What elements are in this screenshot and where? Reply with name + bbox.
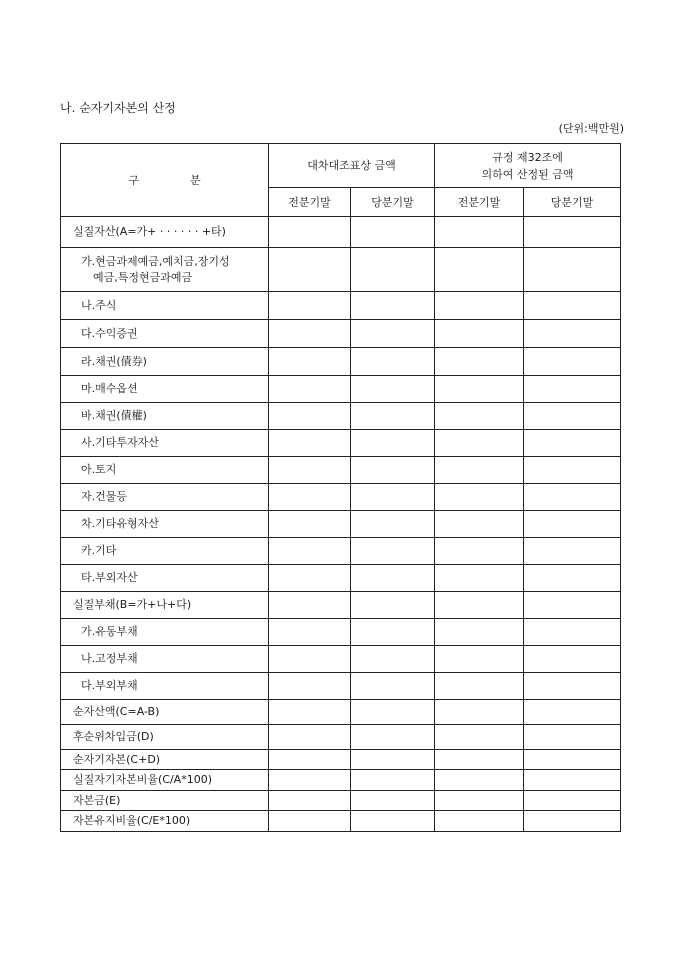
row-label-other-tangible-assets: 차.기타유형자산 bbox=[61, 511, 269, 538]
header-prev-quarter-1: 전분기말 bbox=[269, 188, 351, 217]
header-prev-quarter-2: 전분기말 bbox=[435, 188, 524, 217]
row-label-net-capital: 순자기자본(C+D) bbox=[61, 750, 269, 770]
row-label-net-assets: 순자산액(C=A-B) bbox=[61, 700, 269, 725]
row-label-current-liabilities: 가.유동부채 bbox=[61, 619, 269, 646]
table-row bbox=[61, 538, 621, 565]
row-label-real-assets: 실질자산(A=가+ · · · · · · +타) bbox=[61, 217, 269, 248]
table-row bbox=[61, 320, 621, 348]
header-curr-quarter-1: 당분기말 bbox=[351, 188, 435, 217]
row-label-call-options: 마.매수옵션 bbox=[61, 376, 269, 403]
table-row bbox=[61, 673, 621, 700]
table-row bbox=[61, 376, 621, 403]
row-label-bonds: 라.채권(債券) bbox=[61, 348, 269, 376]
row-label-other: 카.기타 bbox=[61, 538, 269, 565]
table-row bbox=[61, 791, 621, 811]
table-row bbox=[61, 348, 621, 376]
table-row bbox=[61, 592, 621, 619]
row-label-other-investment-assets: 사.기타투자자산 bbox=[61, 430, 269, 457]
header-regulation-line1: 규정 제32조에 bbox=[492, 150, 563, 164]
table-row bbox=[61, 700, 621, 725]
section-title: 나. 순자기자본의 산정 bbox=[60, 101, 176, 115]
row-label-land: 아.토지 bbox=[61, 457, 269, 484]
table-row bbox=[61, 403, 621, 430]
table-row bbox=[61, 511, 621, 538]
table-row bbox=[61, 484, 621, 511]
row-label-real-capital-ratio: 실질자기자본비율(C/A*100) bbox=[61, 770, 269, 791]
header-gubun bbox=[61, 144, 269, 217]
row-label-buildings: 자.건물등 bbox=[61, 484, 269, 511]
header-curr-quarter-2: 당분기말 bbox=[524, 188, 621, 217]
table-row bbox=[61, 457, 621, 484]
table-row bbox=[61, 565, 621, 592]
table-row bbox=[61, 750, 621, 770]
row-label-subordinated-borrowings: 후순위차입금(D) bbox=[61, 725, 269, 750]
table-row bbox=[61, 770, 621, 791]
table-row bbox=[61, 217, 621, 248]
row-label-fixed-liabilities: 나.고정부채 bbox=[61, 646, 269, 673]
row-label-off-balance-liabilities: 다.부외부채 bbox=[61, 673, 269, 700]
row-label-cash-deposits: 가.현금과제예금,예치금,장기성 예금,특정현금과예금 bbox=[61, 248, 269, 292]
row-label-beneficiary-certificates: 다.수익증권 bbox=[61, 320, 269, 348]
table-row bbox=[61, 646, 621, 673]
header-balance-sheet-amount: 대차대조표상 금액 bbox=[269, 144, 435, 188]
header-regulation-amount bbox=[435, 144, 621, 188]
net-capital-table bbox=[60, 143, 621, 832]
header-gubun-left: 구 bbox=[128, 173, 139, 187]
table-row bbox=[61, 725, 621, 750]
row-label-off-balance-assets: 타.부외자산 bbox=[61, 565, 269, 592]
table-row bbox=[61, 811, 621, 832]
header-row-1 bbox=[61, 144, 621, 188]
table-row bbox=[61, 292, 621, 320]
row-label-stocks: 나.주식 bbox=[61, 292, 269, 320]
row-label-paid-in-capital: 자본금(E) bbox=[61, 791, 269, 811]
header-regulation-line2: 의하여 산정된 금액 bbox=[481, 167, 574, 181]
header-gubun-right: 분 bbox=[190, 173, 201, 187]
unit-label: (단위:백만원) bbox=[558, 122, 624, 135]
row-label-capital-maintenance-ratio: 자본유지비율(C/E*100) bbox=[61, 811, 269, 832]
row-label-real-liabilities: 실질부채(B=가+나+다) bbox=[61, 592, 269, 619]
table-row bbox=[61, 248, 621, 292]
table-row bbox=[61, 430, 621, 457]
table-row bbox=[61, 619, 621, 646]
row-label-receivables: 바.채권(債權) bbox=[61, 403, 269, 430]
